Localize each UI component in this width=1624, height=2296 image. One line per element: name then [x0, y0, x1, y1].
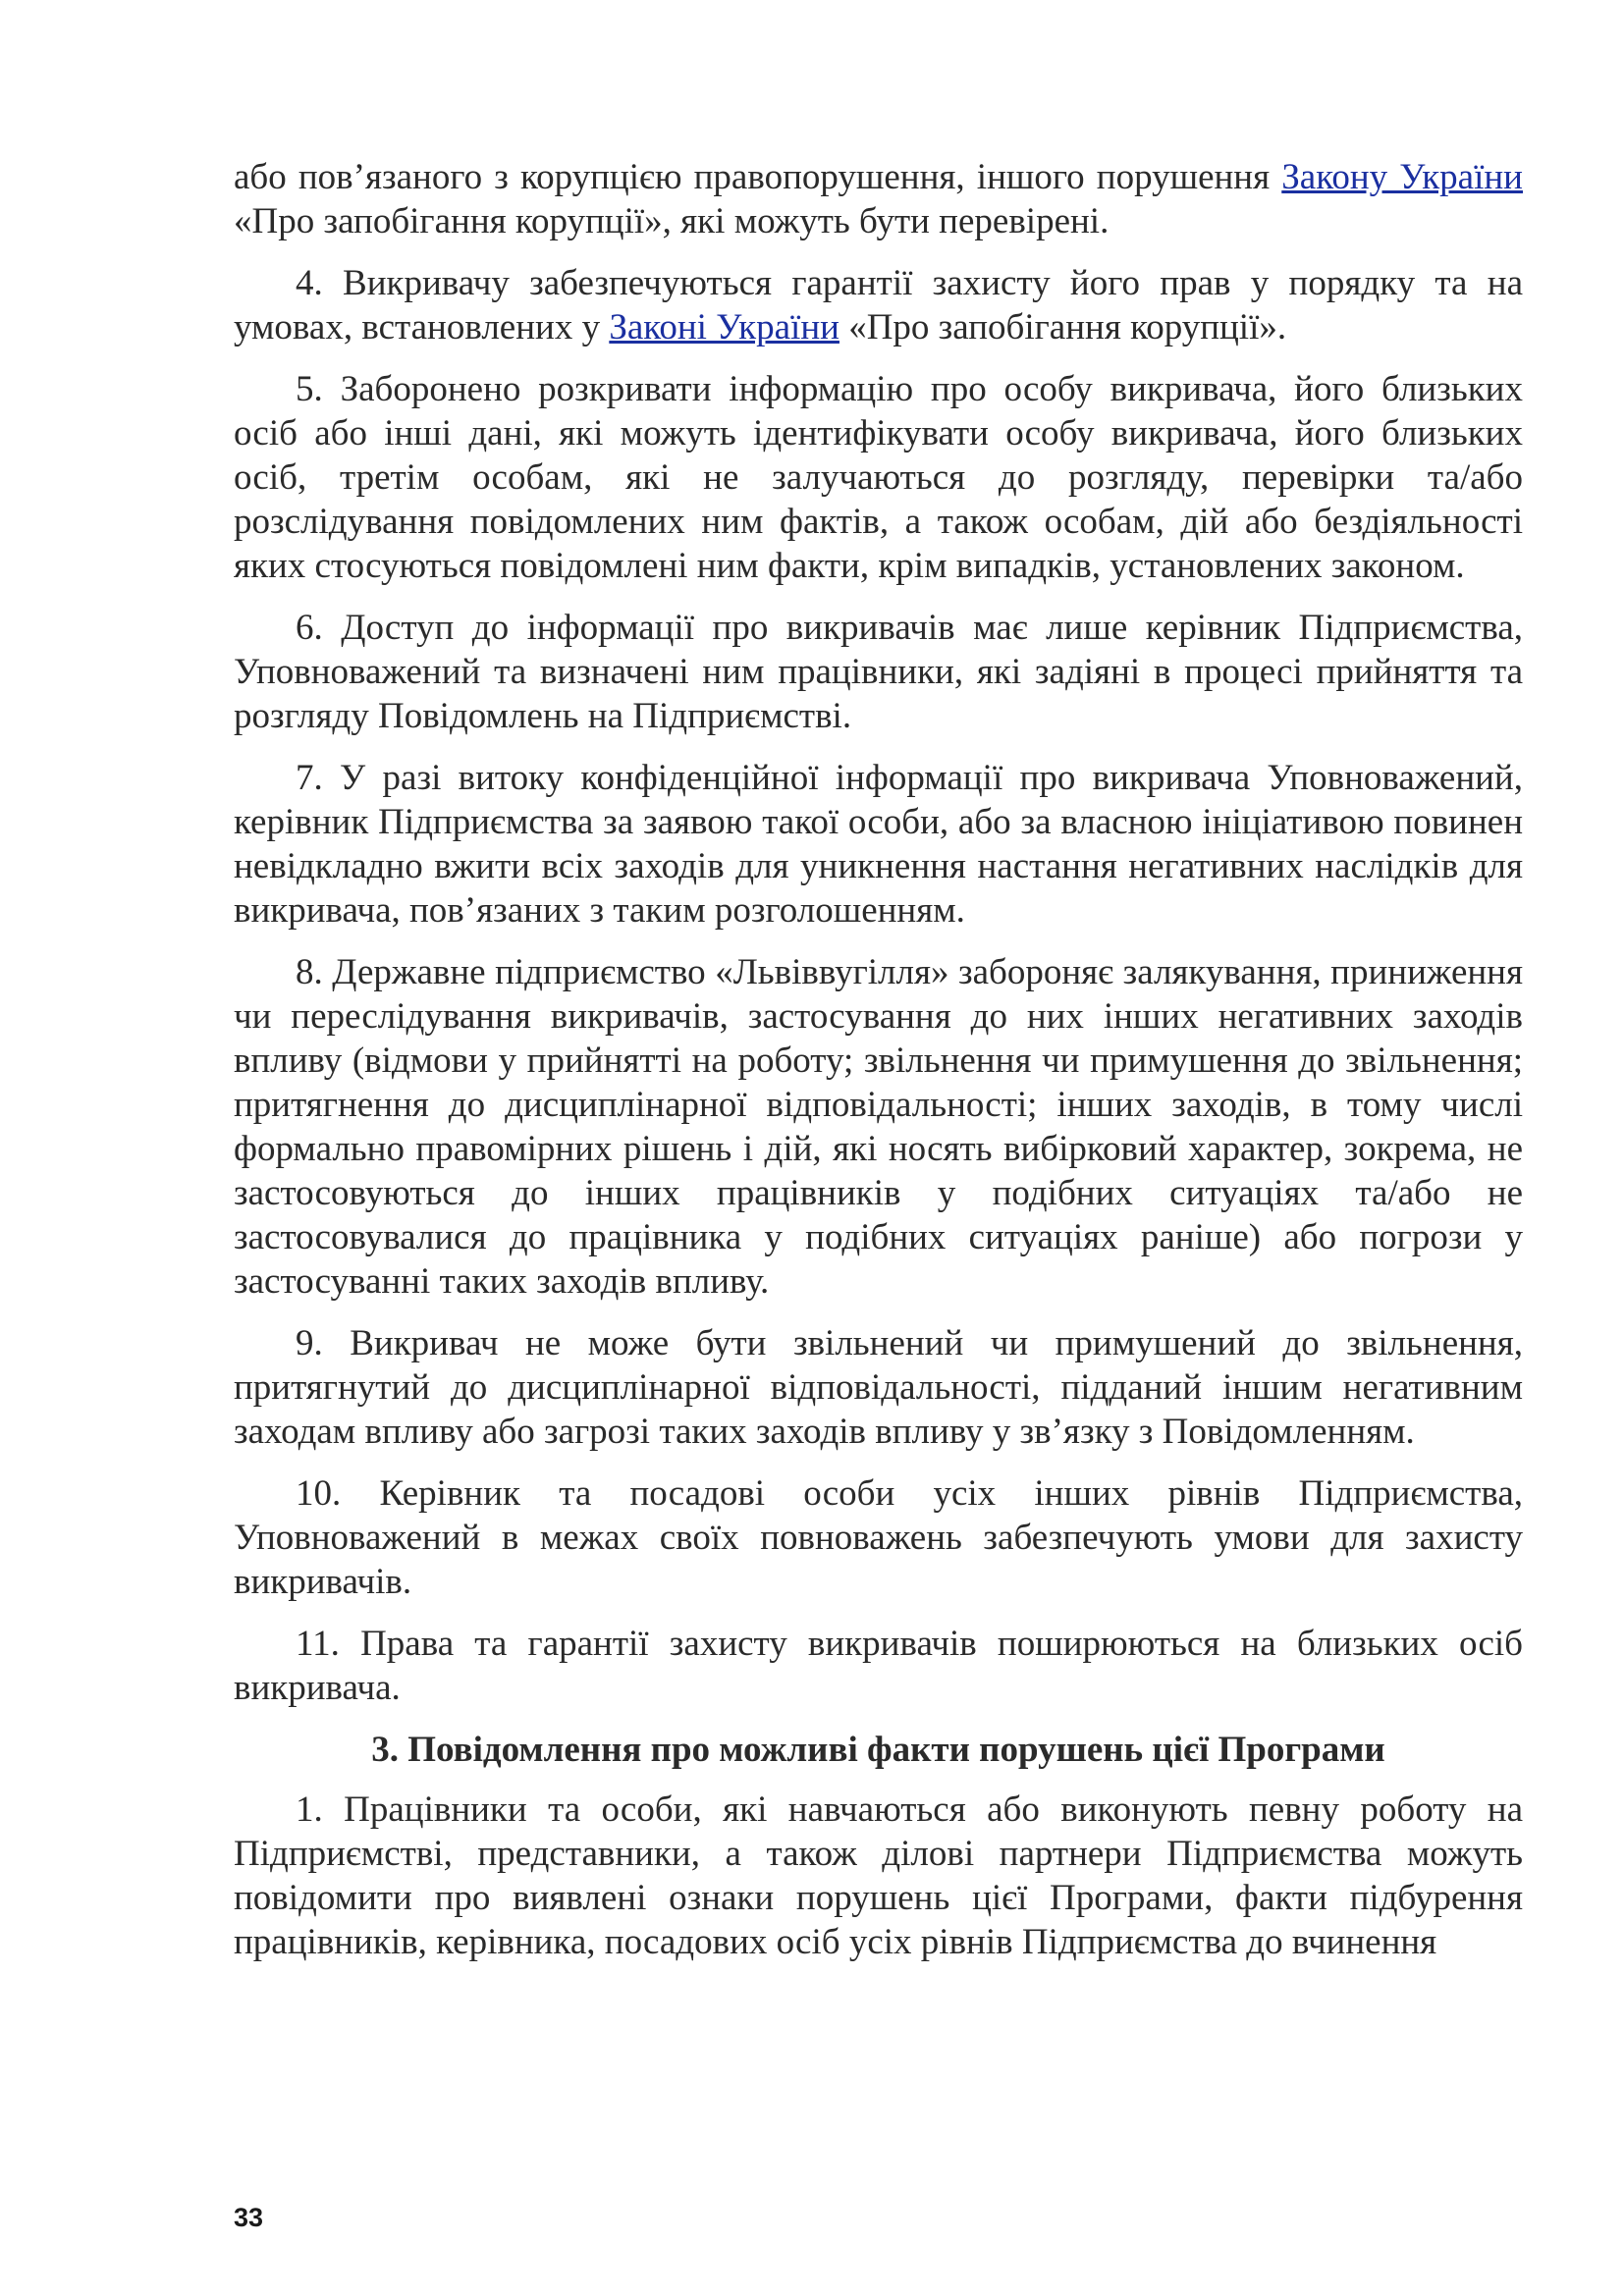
- paragraph-4-text-end: «Про запобігання корупції».: [839, 307, 1287, 347]
- law-link-zakoni-ukrainy[interactable]: Законі України: [609, 307, 839, 347]
- paragraph-8: 8. Державне підприємство «Львіввугілля» забороняє залякування, приниження чи переслідування викривачів, застосування до них інших негативних заходів впливу (відмови у прийнятті на роботу; звільнення чи примушення до звільнення; притягнення до дисциплінарної відповідальності; інших заходів, в тому числі формально правомірних рішень і дій, які носять вибірковий характер, зокрема, не застосовуються до інших працівників у подібних ситуаціях та/або не застосовувалися до працівника у подібних ситуаціях раніше) або погрози у застосуванні таких заходів впливу.: [234, 952, 1523, 1302]
- paragraph-intro-text-start: або пов’язаного з корупцією правопорушення, іншого порушення: [234, 157, 1282, 197]
- section-3-paragraph-1: 1. Працівники та особи, які навчаються або виконують певну роботу на Підприємстві, представники, а також ділові партнери Підприємства можуть повідомити про виявлені ознаки порушень цієї Програми, факти підбурення працівників, керівника, посадових осіб усіх рівнів Підприємства до вчинення: [234, 1789, 1523, 1962]
- paragraph-intro: [234, 155, 1523, 243]
- paragraph-4-text-start: 4. Викривачу забезпечуються гарантії захисту його прав у порядку та на умовах, встановлених у: [234, 263, 1523, 347]
- paragraph-6: 6. Доступ до інформації про викривачів має лише керівник Підприємства, Уповноважений та визначені ним працівники, які задіяні в процесі прийняття та розгляду Повідомлень на Підприємстві.: [234, 608, 1523, 736]
- paragraph-10: 10. Керівник та посадові особи усіх інших рівнів Підприємства, Уповноважений в межах своїх повноважень забезпечують умови для захисту викривачів.: [234, 1473, 1523, 1602]
- document-page: [234, 155, 1523, 1982]
- paragraph-5: 5. Заборонено розкривати інформацію про особу викривача, його близьких осіб або інші дані, які можуть ідентифікувати особу викривача, його близьких осіб, третім особам, які не залучаються до розгляду, перевірки та/або розслідування повідомлених ним фактів, а також особам, дій або бездіяльності яких стосуються повідомлені ним факти, крім випадків, установлених законом.: [234, 369, 1523, 586]
- paragraph-9: 9. Викривач не може бути звільнений чи примушений до звільнення, притягнутий до дисциплінарної відповідальності, підданий іншим негативним заходам впливу або загрозі таких заходів впливу у зв’язку з Повідомленням.: [234, 1323, 1523, 1452]
- paragraph-intro-text-end: «Про запобігання корупції», які можуть бути перевірені.: [234, 201, 1110, 241]
- paragraph-4: [234, 261, 1523, 349]
- paragraph-7: 7. У разі витоку конфіденційної інформації про викривача Уповноважений, керівник Підприємства за заявою такої особи, або за власною ініціативою повинен невідкладно вжити всіх заходів для уникнення настання негативних наслідків для викривача, пов’язаних з таким розголошенням.: [234, 758, 1523, 931]
- section-heading: 3. Повідомлення про можливі факти порушень цієї Програми: [371, 1730, 1385, 1770]
- law-link-zakonu-ukrainy[interactable]: Закону України: [1281, 157, 1523, 197]
- paragraph-11: 11. Права та гарантії захисту викривачів поширюються на близьких осіб викривача.: [234, 1624, 1523, 1708]
- page-number: 33: [234, 2203, 264, 2232]
